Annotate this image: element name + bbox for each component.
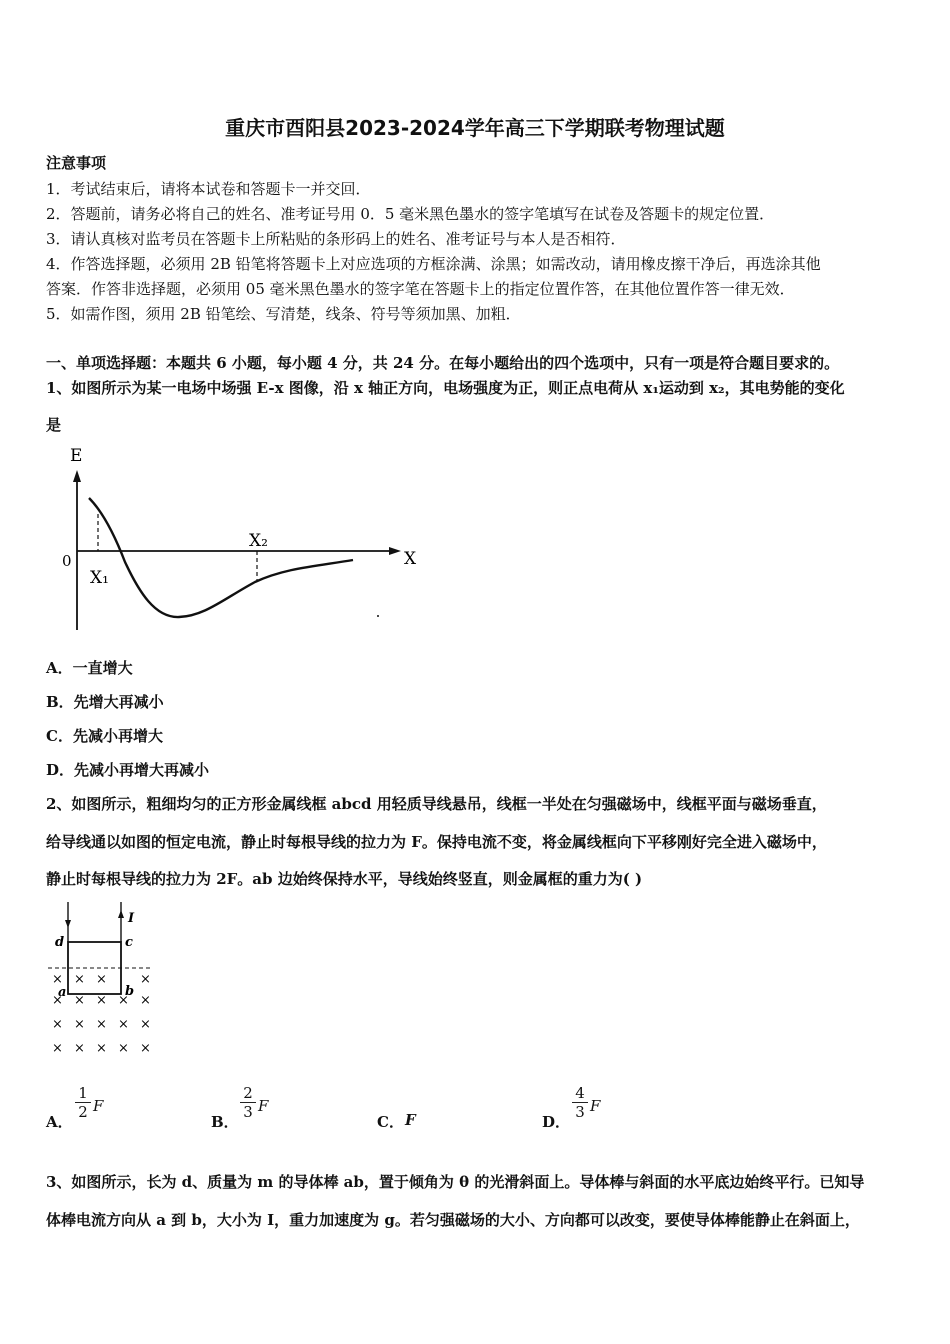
q2-option-a-fraction xyxy=(75,1084,91,1121)
field-cross: × xyxy=(118,1017,129,1032)
e-label: E xyxy=(70,446,83,466)
current-label: I xyxy=(128,911,135,926)
wire-frame-figure xyxy=(46,898,176,1063)
field-cross: × xyxy=(52,1017,63,1032)
origin-label: 0 xyxy=(62,552,72,570)
page-title: 重庆市酉阳县2023-2024学年高三下学期联考物理试题 xyxy=(225,116,725,140)
q2-option-b-fraction xyxy=(240,1084,256,1121)
q2-stem-line2: 给导线通以如图的恒定电流，静止时每根导线的拉力为 F。保持电流不变，将金属线框向下平移刚好完全进入磁场中， xyxy=(46,833,827,851)
q2-stem-line3: 静止时每根导线的拉力为 2F。ab 边始终保持水平，导线始终竖直，则金属框的重力为( ) xyxy=(46,870,643,888)
q2-stem-line1: 2、如图所示，粗细均匀的正方形金属线框 abcd 用轻质导线悬吊，线框一半处在匀强磁场中，线框平面与磁场垂直， xyxy=(46,795,827,813)
notice-item: 5．如需作图，须用 2B 铅笔绘、写清楚，线条、符号等须加黑、加粗． xyxy=(46,305,521,323)
x1-label: X₁ xyxy=(90,568,109,588)
field-cross: × xyxy=(74,993,85,1008)
current-arrow-up xyxy=(118,910,124,918)
notice-item: 3．请认真核对监考员在答题卡上所粘贴的条形码上的姓名、准考证号与本人是否相符． xyxy=(46,230,626,248)
q2-option-a-letter: A． xyxy=(46,1113,73,1131)
q1-option-b: B．先增大再减小 xyxy=(46,693,164,711)
q2-option-d-fraction xyxy=(572,1084,588,1121)
ex-graph xyxy=(55,440,435,640)
notice-item: 2．答题前，请务必将自己的姓名、准考证号用 0．5 毫米黑色墨水的签字笔填写在试卷及答题卡的规定位置． xyxy=(46,205,775,223)
q2-option-d-var: F xyxy=(590,1097,601,1115)
q2-option-b-letter: B． xyxy=(211,1113,239,1131)
x-axis-arrow xyxy=(389,547,401,555)
label-c: c xyxy=(125,935,133,950)
q1-option-a: A．一直增大 xyxy=(46,659,133,677)
field-cross: × xyxy=(74,972,85,987)
field-cross: × xyxy=(140,1041,151,1056)
q2-option-c-letter: C． xyxy=(377,1113,404,1131)
fraction-numerator: 2 xyxy=(240,1084,256,1103)
q1-stem-line1: 1、如图所示为某一电场中场强 E-x 图像，沿 x 轴正方向，电场强度为正，则正点电荷从 x₁运动到 x₂，其电势能的变化 xyxy=(46,379,845,397)
q2-option-c-var: F xyxy=(405,1111,416,1129)
x-label: X xyxy=(404,549,417,569)
field-cross: × xyxy=(118,1041,129,1056)
label-a: a xyxy=(58,985,67,1000)
x2-label: X₂ xyxy=(249,531,268,551)
field-cross: × xyxy=(140,993,151,1008)
field-cross: × xyxy=(96,1017,107,1032)
field-cross: × xyxy=(96,993,107,1008)
e-axis-arrow xyxy=(73,470,81,482)
fraction-numerator: 4 xyxy=(572,1084,588,1103)
field-cross: × xyxy=(140,1017,151,1032)
q3-stem-line2: 体棒电流方向从 a 到 b，大小为 I，重力加速度为 g。若匀强磁场的大小、方向都可以改变，要使导体棒能静止在斜面上， xyxy=(46,1211,860,1229)
field-cross: × xyxy=(52,972,63,987)
field-cross: × xyxy=(96,1041,107,1056)
label-d: d xyxy=(55,935,65,950)
stray-dot xyxy=(377,615,379,617)
q1-option-c: C．先减小再增大 xyxy=(46,727,163,745)
magnetic-field-crosses xyxy=(52,972,151,1056)
notice-item: 答案．作答非选择题，必须用 05 毫米黑色墨水的签字笔在答题卡上的指定位置作答，在其他位置作答一律无效． xyxy=(46,280,795,298)
q2-option-d-letter: D． xyxy=(542,1113,571,1131)
fraction-denominator: 2 xyxy=(78,1103,88,1121)
field-cross: × xyxy=(118,993,129,1008)
q1-stem-line2: 是 xyxy=(46,416,62,434)
q2-option-a-var: F xyxy=(93,1097,104,1115)
field-cross: × xyxy=(74,1041,85,1056)
fraction-numerator: 1 xyxy=(75,1084,91,1103)
label-b: b xyxy=(125,984,135,999)
field-cross: × xyxy=(74,1017,85,1032)
fraction-denominator: 3 xyxy=(243,1103,253,1121)
section-heading: 一、单项选择题：本题共 6 小题，每小题 4 分，共 24 分。在每小题给出的四个选项中，只有一项是符合题目要求的。 xyxy=(46,354,840,372)
notice-item: 4．作答选择题，必须用 2B 铅笔将答题卡上对应选项的方框涂满、涂黑；如需改动，请用橡皮擦干净后，再选涂其他 xyxy=(46,255,821,273)
field-cross: × xyxy=(96,972,107,987)
field-cross: × xyxy=(52,993,63,1008)
e-curve xyxy=(89,498,353,617)
notice-item: 1．考试结束后，请将本试卷和答题卡一并交回． xyxy=(46,180,371,198)
current-arrow-down xyxy=(65,920,71,928)
q3-stem-line1: 3、如图所示，长为 d、质量为 m 的导体棒 ab，置于倾角为 θ 的光滑斜面上。导体棒与斜面的水平底边始终平行。已知导 xyxy=(46,1173,865,1191)
fraction-denominator: 3 xyxy=(575,1103,585,1121)
field-cross: × xyxy=(52,1041,63,1056)
field-cross: × xyxy=(140,972,151,987)
notice-heading: 注意事项 xyxy=(46,154,107,172)
q1-option-d: D．先减小再增大再减小 xyxy=(46,761,210,779)
q2-option-b-var: F xyxy=(258,1097,269,1115)
